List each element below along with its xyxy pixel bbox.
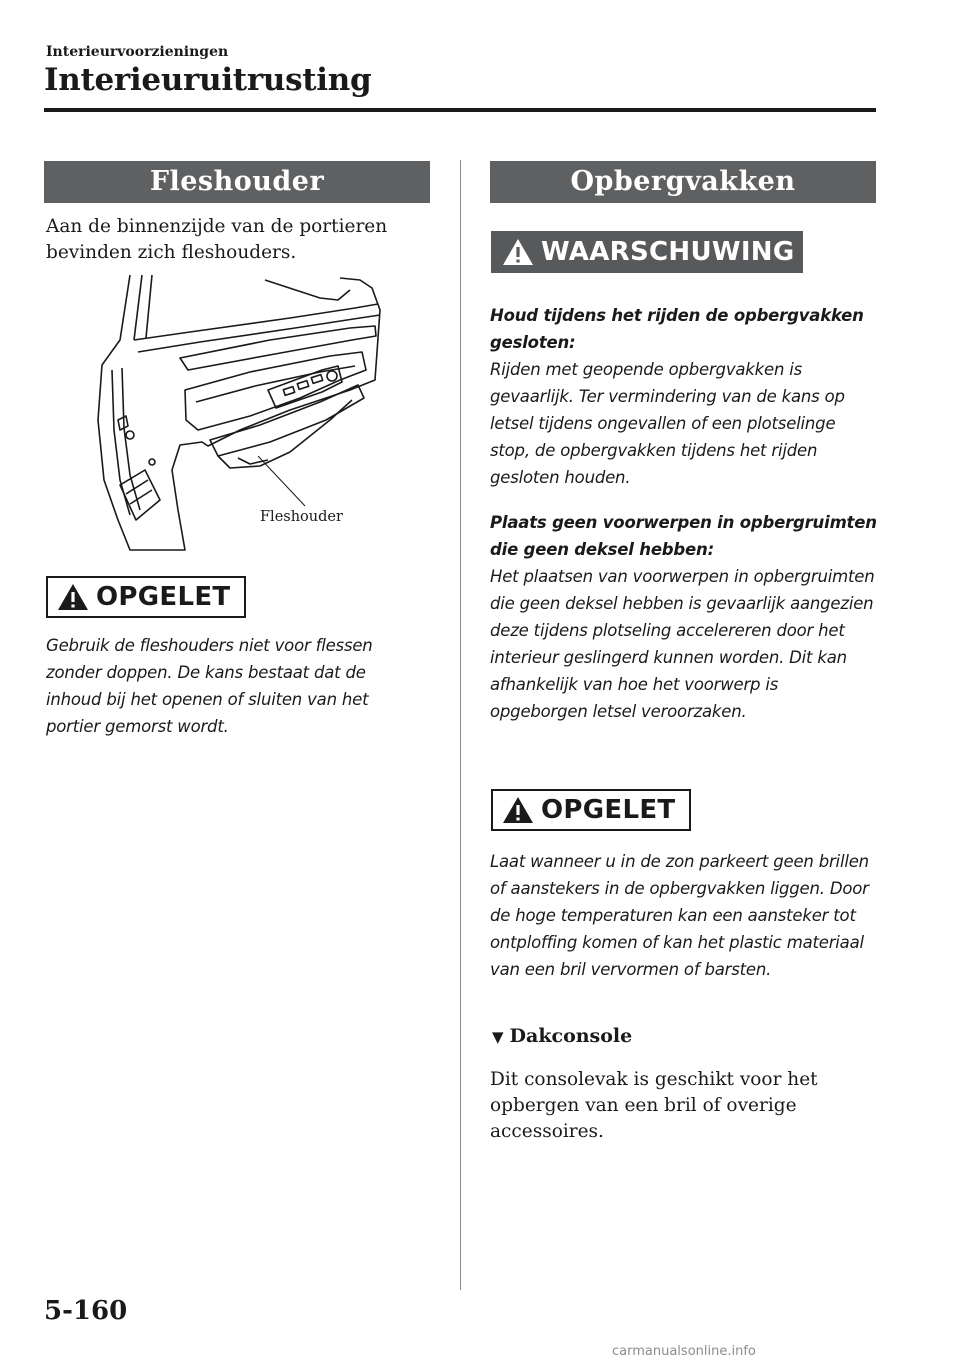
figure-label: Fleshouder bbox=[260, 509, 343, 525]
column-divider bbox=[460, 160, 461, 1290]
page-number: 5-160 bbox=[44, 1296, 128, 1326]
intro-paragraph: Aan de binnenzijde van de portieren bevinden zich fleshouders. bbox=[46, 216, 388, 263]
section-banner-opbergvakken: Opbergvakken bbox=[490, 161, 876, 203]
warning-label: WAARSCHUWING bbox=[541, 237, 795, 267]
warning-text: Rijden met geopende opbergvakken is gevaarlijk. Ter vermindering van de kans op letsel tijdens ongevallen of een plotselinge stop, de opbergvakken tijdens het rijden gesloten houden. bbox=[490, 360, 845, 487]
warning-heading: Houd tijdens het rijden de opbergvakken gesloten: bbox=[490, 306, 864, 352]
header-rule bbox=[44, 108, 876, 112]
subheading-text: Dakconsole bbox=[509, 1025, 633, 1047]
subheading-dakconsole bbox=[492, 1025, 632, 1047]
dakconsole-paragraph: Dit consolevak is geschikt voor het opbergen van een bril of overige accessoires. bbox=[490, 1069, 818, 1142]
caution-badge bbox=[491, 789, 691, 831]
warning-heading: Plaats geen voorwerpen in opbergruimten die geen deksel hebben: bbox=[490, 513, 877, 559]
warning-block bbox=[490, 302, 880, 725]
warning-text: Het plaatsen van voorwerpen in opbergruimten die geen deksel hebben is gevaarlijk aangezien deze tijdens plotseling accelereren door het interieur geslingerd kunnen worden. Dit kan afhankelijk van hoe het voorwerp is opgeborgen letsel veroorzaken. bbox=[490, 567, 875, 721]
watermark: carmanualsonline.info bbox=[612, 1344, 756, 1359]
warning-triangle-icon bbox=[56, 582, 90, 612]
chapter-title: Interieuruitrusting bbox=[44, 62, 372, 98]
door-illustration bbox=[90, 270, 390, 555]
section-kicker: Interieurvoorzieningen bbox=[46, 44, 229, 60]
triangle-down-icon: ▼ bbox=[492, 1028, 504, 1046]
caution-text: Laat wanneer u in de zon parkeert geen brillen of aanstekers in de opbergvakken liggen. Door de hoge temperaturen kan een aansteker tot ontploffing komen of kan het plastic materiaal van een bril vervormen of barsten. bbox=[490, 852, 869, 979]
caution-text: Gebruik de fleshouders niet voor flessen zonder doppen. De kans bestaat dat de inhoud bij het openen of sluiten van het portier gemorst wordt. bbox=[46, 636, 373, 736]
caution-label: OPGELET bbox=[541, 795, 676, 825]
warning-triangle-icon bbox=[501, 237, 535, 267]
warning-badge bbox=[491, 231, 803, 273]
section-banner-fleshouder: Fleshouder bbox=[44, 161, 430, 203]
caution-label: OPGELET bbox=[96, 582, 231, 612]
caution-badge bbox=[46, 576, 246, 618]
warning-triangle-icon bbox=[501, 795, 535, 825]
